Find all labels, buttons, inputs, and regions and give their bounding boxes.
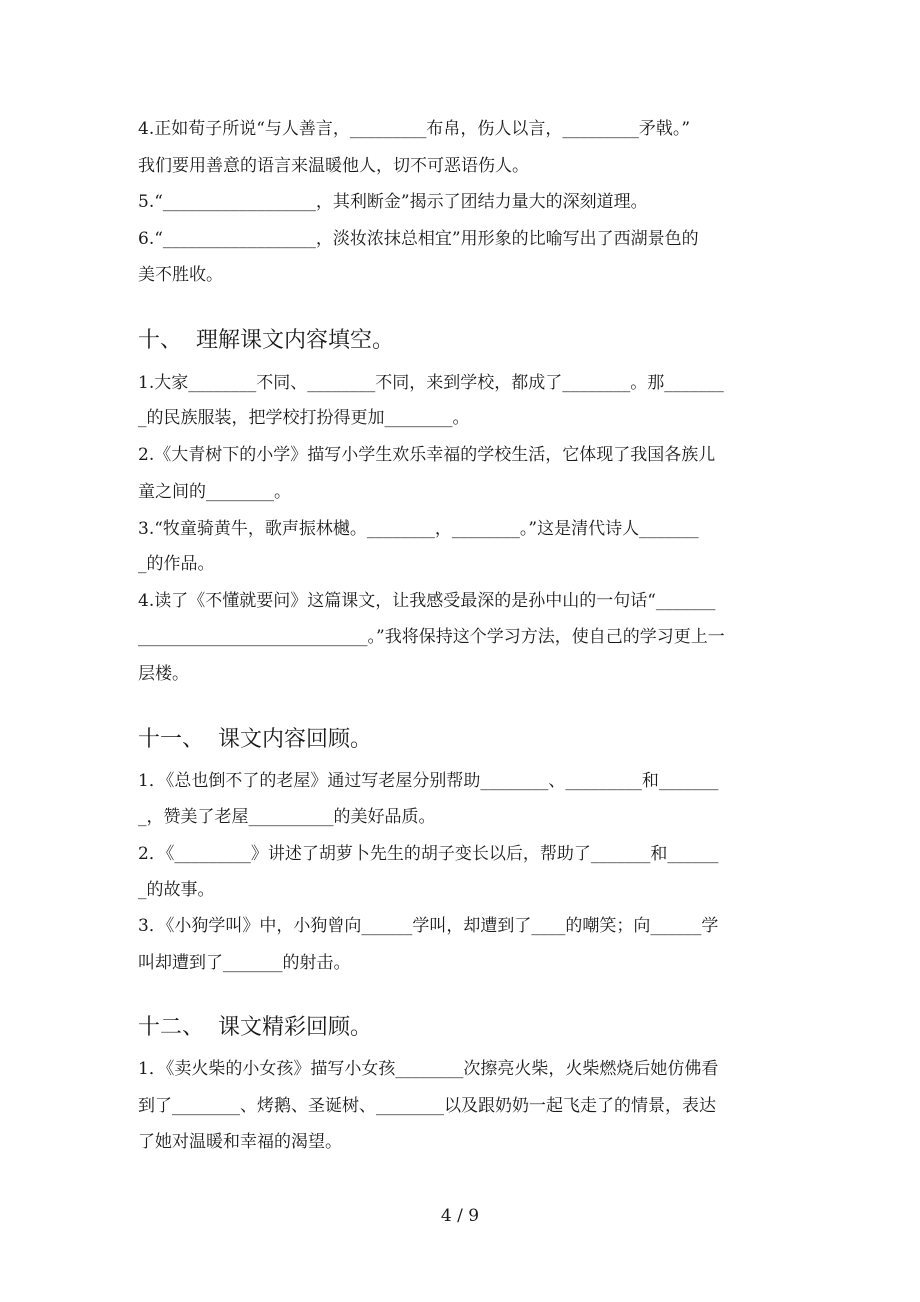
- question-line: 童之间的________。: [138, 482, 291, 502]
- question-line: _的作品。: [138, 554, 215, 574]
- question-line: 1．《总也倒不了的老屋》通过写老屋分别帮助________、_________和_______: [138, 771, 719, 791]
- section-heading: 十一、 课文内容回顾。: [138, 727, 372, 752]
- section-heading: 十二、 课文精彩回顾。: [138, 1015, 372, 1040]
- question-line: _的故事。: [138, 880, 215, 900]
- question-line: 1.大家________不同、________不同，来到学校，都成了________。那_______: [138, 373, 724, 393]
- question-line: _，赞美了老屋__________的美好品质。: [138, 807, 436, 827]
- question-line: 到了________、烤鹅、圣诞树、________以及跟奶奶一起飞走了的情景，表达: [138, 1096, 716, 1116]
- question-line: 2．《_________》讲述了胡萝卜先生的胡子变长以后，帮助了_______和______: [138, 844, 719, 864]
- question-line: ___________________________。”我将保持这个学习方法，使自己的学习更上一: [138, 627, 725, 647]
- question-line: 4.正如荀子所说“与人善言，_________布帛，伤人以言，_________矛戟。”: [138, 119, 691, 139]
- question-line: 4.读了《不懂就要问》这篇课文，让我感受最深的是孙中山的一句话“_______: [138, 591, 716, 611]
- section-heading: 十、 理解课文内容填空。: [138, 328, 394, 353]
- question-line: 美不胜收。: [138, 265, 223, 285]
- question-line: 2.《大青树下的小学》描写小学生欢乐幸福的学校生活，它体现了我国各族儿: [138, 445, 716, 465]
- question-line: 1．《卖火柴的小女孩》描写小女孩________次擦亮火柴，火柴燃烧后她仿佛看: [138, 1059, 719, 1079]
- page-number: 4 / 9: [440, 1206, 480, 1226]
- question-line: 3．《小狗学叫》中，小狗曾向______学叫，却遭到了____的嘲笑；向______学: [138, 916, 719, 936]
- question-line: 层楼。: [138, 664, 189, 684]
- question-line: 6.“__________________，淡妆浓抹总相宜”用形象的比喻写出了西湖景色的: [138, 229, 699, 249]
- question-line: 了她对温暖和幸福的渴望。: [138, 1132, 342, 1152]
- question-line: 3.“牧童骑黄牛，歌声振林樾。________，________。”这是清代诗人_______: [138, 519, 699, 539]
- question-line: 我们要用善意的语言来温暖他人，切不可恶语伤人。: [138, 156, 529, 176]
- question-line: 叫却遭到了_______的射击。: [138, 953, 351, 973]
- question-line: _的民族服装，把学校打扮得更加________。: [138, 408, 470, 428]
- question-line: 5.“__________________，其利断金”揭示了团结力量大的深刻道理。: [138, 192, 648, 212]
